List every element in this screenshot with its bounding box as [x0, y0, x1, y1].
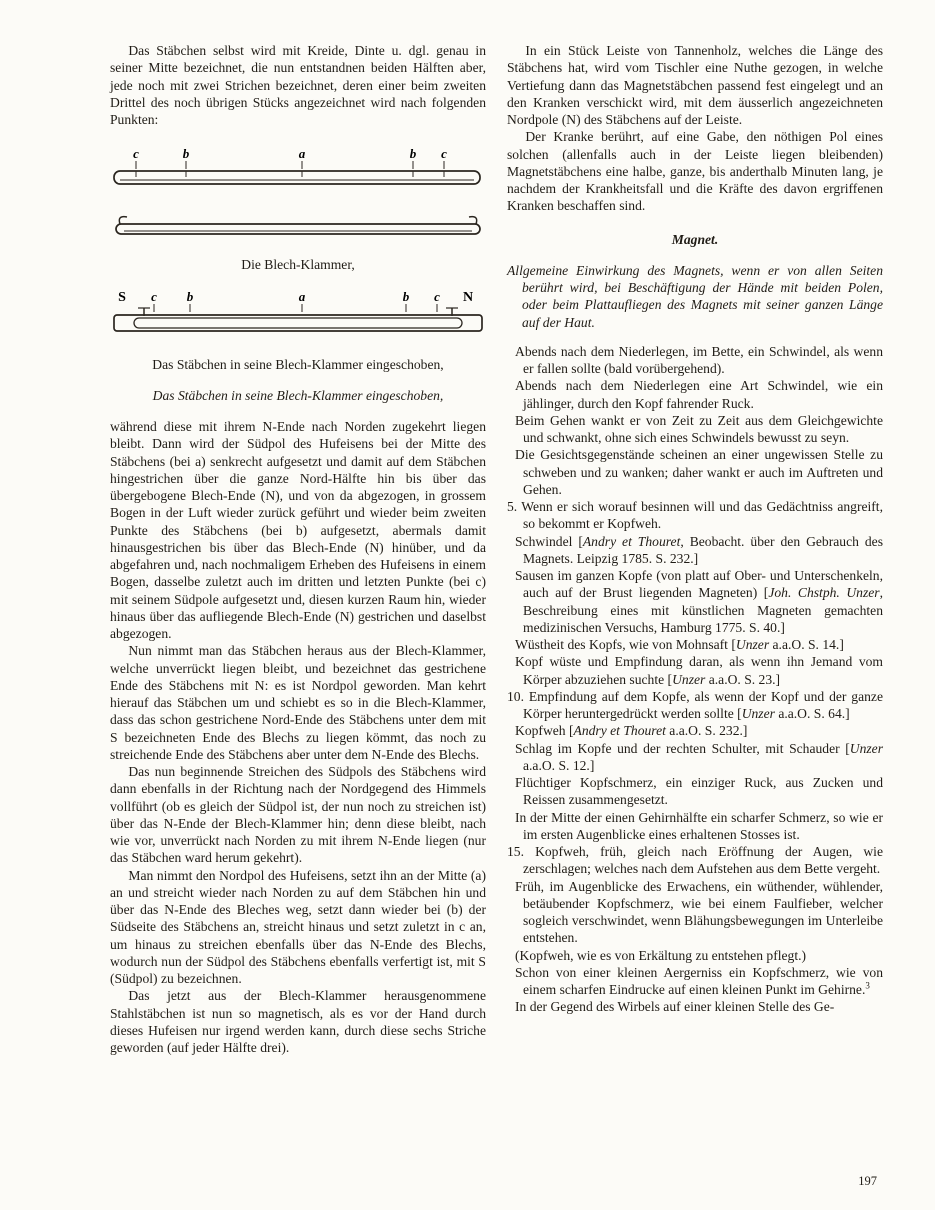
symptom-item	[507, 533, 883, 568]
source-citation: Andry et Thouret	[582, 533, 681, 549]
caption-blech-klammer: Die Blech-Klammer,	[241, 257, 355, 273]
right-column	[507, 42, 883, 1056]
fig-label-b2: b	[409, 146, 417, 162]
source-citation: Andry et Thouret	[573, 723, 666, 739]
rod-inside	[134, 318, 462, 328]
symptom-text: Abends nach dem Niederlegen, im Bette, ein Schwindel, als wenn er fallen sollte (bald vorübergehend).	[515, 343, 883, 376]
figure-blech-klammer	[110, 210, 486, 244]
symptom-text: Wüstheit des Kopfs, wie von Mohnsaft [	[515, 637, 736, 652]
symptom-item	[507, 722, 883, 739]
symptom-item	[507, 446, 883, 498]
fig-label-c2: c	[441, 146, 447, 162]
two-column-layout	[110, 42, 883, 1056]
fig-label-a: a	[298, 146, 306, 162]
clamp-body	[116, 224, 480, 234]
figure-staebchen	[110, 146, 486, 198]
symptom-item	[507, 343, 883, 378]
page-number: 197	[858, 1174, 877, 1189]
symptom-text: Flüchtiger Kopfschmerz, ein einziger Ruck, aus Zucken und Reissen zusammengesetzt.	[515, 775, 883, 808]
symptom-text: a.a.O. S. 232.]	[665, 723, 748, 739]
paragraph: Das nun beginnende Streichen des Südpols des Stäbchens wird dann ebenfalls in der Richtung nach der Nordgegend des Himmels vollführt (ob es gleich der Südpol ist, der nun noch zu streichen ist) über das N-Ende der Blech-Klammer hin; denn diese bleibt, nach wie vor, unverrückt nach Norden zu mit ihrem N-Ende liegen (nur das Stäbchen ward herum gekehrt).	[110, 764, 486, 866]
symptom-item	[507, 843, 883, 878]
symptom-text: a.a.O. S. 23.]	[705, 671, 781, 687]
fig-label-b1: b	[182, 146, 190, 162]
symptom-item	[507, 878, 883, 947]
fig-label-c2: c	[434, 288, 440, 304]
symptom-item	[507, 688, 883, 723]
paragraph: Das Stäbchen selbst wird mit Kreide, Dinte u. dgl. genau in seiner Mitte bezeichnet, die nun entstandnen beiden Hälften aber, jede noch mit zwei Strichen bezeichnet, deren einer beim zweiten Drittel des noch übrigen Stücks angezeichnet wird nach folgenden Punkten:	[110, 43, 486, 127]
symptom-text: Abends nach dem Niederlegen eine Art Schwindel, wie ein jählinger, durch den Kopf fahrender Ruck.	[515, 378, 883, 411]
fig-label-a: a	[298, 288, 306, 304]
symptom-text: 10. Empfindung auf dem Kopfe, als wenn der Kopf und der ganze Körper heruntergedrückt werden sollte [	[507, 688, 883, 721]
blech-klammer-diagram	[110, 210, 486, 244]
symptom-text: Früh, im Augenblicke des Erwachens, ein wüthender, wühlender, betäubender Kopfschmerz, wie bei einem Faulfieber, welcher sogleich verschwindet, wenn Blähungsbewegungen im Unterleibe entstehen.	[515, 878, 883, 946]
symptom-text: , Beschreibung eines mit künstlichen Magneten gemachten medizinischen Versuchs, Hamburg 1775. S. 40.]	[523, 585, 883, 635]
paragraph: Der Kranke berührt, auf eine Gabe, den nöthigen Pol eines solchen (allenfalls auch in der Leiste liegen bleibenden) Magnetstäbchens eine halbe, ganze, bis anderthalb Minuten lang, je nachdem der Krankheitsfall und die Kräfte des davon ergriffenen Kranken beschaffen sind.	[507, 129, 883, 214]
symptom-item	[507, 653, 883, 688]
symptom-text: Beim Gehen wankt er von Zeit zu Zeit aus dem Gleichgewichte und schwankt, ohne sich eines Schwindels bewusst zu seyn.	[515, 412, 883, 445]
fig-label-S: S	[118, 289, 126, 305]
symptom-text: Sausen im ganzen Kopfe (von platt auf Ober- und Unterschenkeln, auch auf der Brust liegenden Magneten) [	[515, 568, 883, 601]
symptom-text: Schon von einer kleinen Aergerniss ein Kopfschmerz, wie von einem scharfen Eindrucke auf einen kleinen Punkt im Gehirne.	[515, 964, 883, 997]
fig-label-N: N	[462, 289, 474, 305]
symptom-item	[507, 947, 883, 964]
symptom-item	[507, 809, 883, 844]
fig-label-b1: b	[186, 288, 194, 304]
rod-marks	[136, 171, 444, 177]
symptom-item	[507, 964, 883, 999]
symptom-text: 5. Wenn er sich worauf besinnen will und das Gedächtniss angreift, so bekommt er Kopfweh.	[507, 499, 883, 532]
general-action-paragraph: Allgemeine Einwirkung des Magnets, wenn er von allen Seiten berührt wird, bei Beschäftigung der Hände mit beiden Polen, oder beim Plattaufliegen des Magnets mit seiner ganzen Länge auf der Haut.	[507, 262, 883, 330]
symptom-item	[507, 498, 883, 533]
label-ticks	[154, 304, 437, 312]
caption-inserted: Das Stäbchen in seine Blech-Klammer eingeschoben,	[152, 356, 444, 372]
symptom-item	[507, 998, 883, 1015]
paragraph: Nun nimmt man das Stäbchen heraus aus der Blech-Klammer, welche unverrückt liegen bleibt, und bezeichnet das gestrichene Ende des Stäbchens mit N: es ist Nordpol geworden. Man kehrt hierauf das Stäbchen um und schiebt es so in die Blech-Klammer, dass das schon gestrichene Nord-Ende des Stäbchens unter dem mit S bezeichneten Ende des Blechs zu liegen kömmt, das noch zu streichende Ende des Stäbchens aber unter dem N-Ende des Blechs.	[110, 643, 486, 762]
symptom-text: a.a.O. S. 12.]	[523, 757, 595, 773]
paragraph: In ein Stück Leiste von Tannenholz, welches die Länge des Stäbchens hat, wird vom Tischler eine Nuthe gezogen, in welche Vertiefung dann das Magnetstäbchen passend fest eingelegt und an den Kranken verschickt wird, mit dem äusserlich angezeichneten Nordpole (N) des Stäbchens auf der Leiste.	[507, 43, 883, 127]
symptom-item	[507, 567, 883, 636]
symptom-list	[507, 343, 883, 1016]
source-citation: Unzer	[849, 740, 883, 756]
fig-label-c1: c	[151, 288, 157, 304]
paragraph: während diese mit ihrem N-Ende nach Norden zugekehrt liegen bleibt. Dann wird der Südpol des Hufeisens bei der Mitte des Stäbchens (bei a) senkrecht aufgesetzt und damit auf dem Stäbchen hingestrichen über die ganze Nord-Hälfte hin bis über das übergebogene Blech-Ende (N), und von da abgezogen, in grossem Bogen in der Luft wieder zurück geführt und wieder beim zweiten Punkte des Stäbchens (bei b) aufgesetzt, abermals damit hinausgestrichen bis über das Blech-Ende (N) hinüber, und da abgefahren und, nach nochmaligem Erheben des Hufeisens in einem Bogen, dasselbe zuletzt auch im dritten und letzten Punkte (bei c) mit seinem Südpole aufgesetzt und, diesen kurzen Raum hin, wieder hinaus über das aufliegende Blech-Ende (N) gestrichen und daselbst abgezogen.	[110, 419, 486, 641]
symptom-text: Schlag im Kopfe und der rechten Schulter, mit Schauder [	[515, 740, 850, 756]
left-column	[110, 42, 486, 1056]
symptom-item	[507, 636, 883, 653]
symptom-text: a.a.O. S. 14.]	[769, 637, 844, 652]
inserted-diagram	[110, 288, 486, 344]
rod-outline	[114, 171, 480, 184]
symptom-text: Kopfweh [	[515, 723, 574, 739]
clamp-right-hook	[469, 217, 477, 224]
symptom-text: In der Gegend des Wirbels auf einer kleinen Stelle des Ge-	[515, 999, 835, 1015]
figure-staebchen-in-klammer	[110, 288, 486, 344]
symptom-text: , Beobacht. über den Gebrauch des Magnets. Leipzig 1785. S. 232.]	[523, 533, 883, 566]
symptom-text: Schwindel [	[515, 533, 583, 549]
paragraph: Man nimmt den Nordpol des Hufeisens, setzt ihn an der Mitte (a) an und streicht wieder nach Norden zu auf dem Stäbchen hin und über das N-Ende des Bleches weg, setzt dann wieder bei (b) der Südseite des Stäbchens an, streicht hinaus und setzt zuletzt in c an, um hinaus zu streichen ebenfalls über das N-Ende des Blechs, wodurch nun der Südpol des Stäbchens ebenfalls verfertigt ist, mit S (Südpol) zu bezeichnen.	[110, 867, 486, 986]
source-citation: Unzer	[741, 706, 775, 721]
symptom-item	[507, 774, 883, 809]
symptom-item	[507, 412, 883, 447]
source-citation: Unzer	[735, 637, 770, 652]
caption-inserted-italic: Das Stäbchen in seine Blech-Klammer eingeschoben,	[152, 387, 444, 403]
paragraph: Das jetzt aus der Blech-Klammer herausgenommene Stahlstäbchen ist nun so magnetisch, als es vor der Hand durch dieses Hufeisen nur irgend werden kann, durch diese sechs Striche geworden (auf jeder Hälfte drei).	[110, 988, 486, 1055]
label-ticks	[136, 161, 444, 169]
symptom-text: a.a.O. S. 64.]	[774, 706, 850, 721]
symptom-item	[507, 740, 883, 775]
fig-label-c1: c	[133, 146, 139, 162]
clamp-left-hook	[119, 217, 127, 224]
symptom-text: In der Mitte der einen Gehirnhälfte ein scharfer Schmerz, so wie er im ersten Augenblicke eines erhaltenen Stosses ist.	[515, 809, 883, 842]
symptom-text: (Kopfweh, wie es von Erkältung zu entstehen pflegt.)	[515, 947, 807, 963]
symptom-text: 15. Kopfweh, früh, gleich nach Eröffnung der Augen, wie zerschlagen; welches nach dem Aufstehen aus dem Bette vergeht.	[507, 844, 883, 877]
section-heading-magnet: Magnet.	[671, 231, 719, 247]
staebchen-diagram	[110, 146, 486, 198]
source-citation: Joh. Chstph. Unzer	[768, 585, 880, 601]
source-citation: Unzer	[672, 671, 706, 687]
symptom-text: Kopf wüste und Empfindung daran, als wenn ihn Jemand vom Körper abzuziehen suchte [	[515, 654, 883, 687]
symptom-text: Die Gesichtsgegenstände scheinen an einer ungewissen Stelle zu schweben und zu wanken; daher wankt er auch im Auftreten und Gehen.	[515, 447, 883, 497]
symptom-item	[507, 377, 883, 412]
footnote-reference: 3	[865, 980, 870, 991]
fig-label-b2: b	[402, 288, 410, 304]
